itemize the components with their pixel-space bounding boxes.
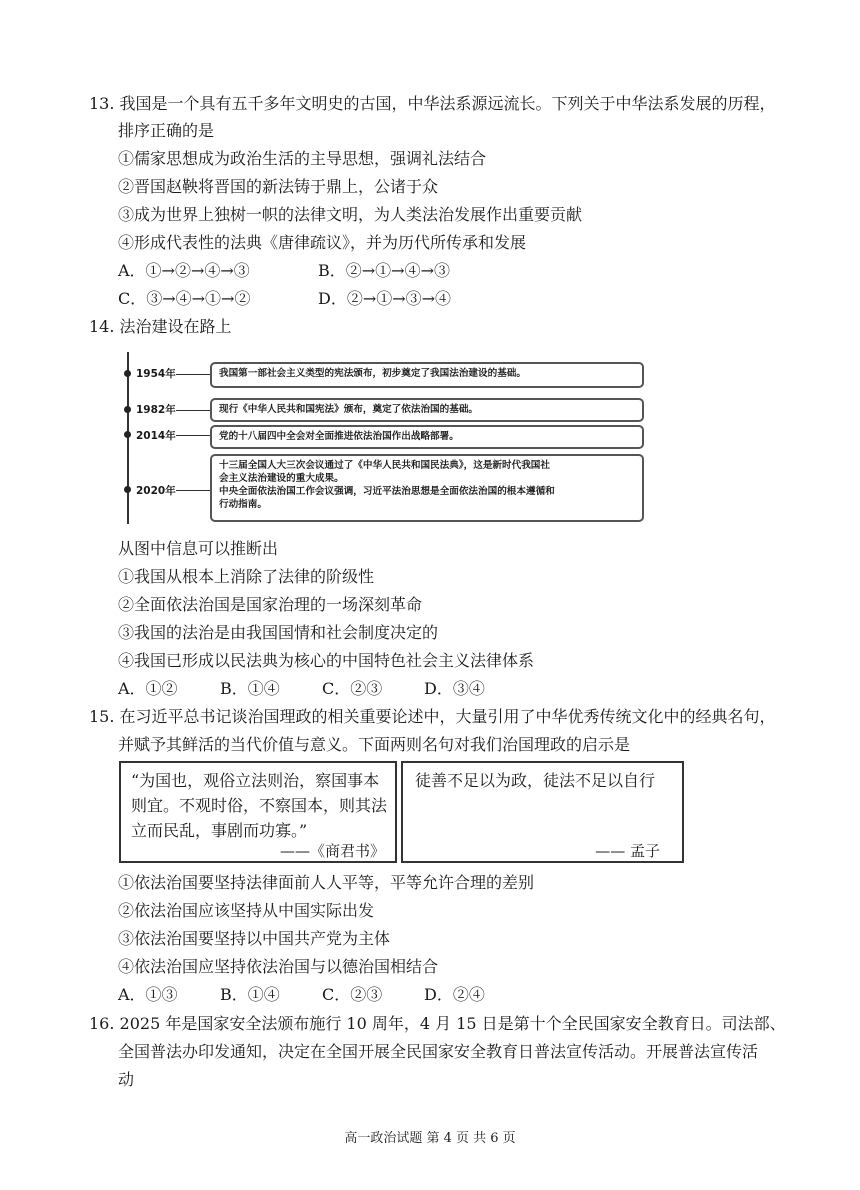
timeline-connector [176,410,210,411]
timeline-box-2020 [210,454,644,522]
timeline-box-1982 [210,398,644,422]
q15-item-4: ④依法治国应坚持依法治国与以德治国相结合 [118,957,439,976]
q13-item-2: ②晋国赵鞅将晋国的新法铸于鼎上，公诸于众 [118,177,439,196]
timeline-text-2020-line4: 行动指南。 [219,499,267,510]
q14-option-d: D．③④ [424,679,485,698]
timeline-axis [127,352,129,524]
timeline-text-2014: 党的十八届四中全会对全面推进依法治国作出战略部署。 [219,431,459,442]
q15-item-3: ③依法治国要坚持以中国共产党为主体 [118,929,391,948]
timeline-connector [176,490,210,491]
q14-item-4: ④我国已形成以民法典为核心的中国特色社会主义法律体系 [118,651,535,670]
timeline-text-1982: 现行《中华人民共和国宪法》颁布，奠定了依法治国的基础。 [219,404,479,415]
q13-stem-line1: 13. 我国是一个具有五千多年文明史的古国，中华法系源远流长。下列关于中华法系发展的历程， [89,94,776,113]
q15-option-a: A．①③ [118,985,178,1004]
q14-lead: 从图中信息可以推断出 [118,539,279,558]
q13-item-4: ④形成代表性的法典《唐律疏议》，并为历代所传承和发展 [118,233,527,252]
q14-option-b: B．①④ [220,679,280,698]
timeline-text-2020-line1: 十三届全国人大三次会议通过了《中华人民共和国民法典》，这是新时代我国社 [219,460,550,471]
q15-item-2: ②依法治国应该坚持从中国实际出发 [118,901,375,920]
q16-stem-line3: 动 [118,1070,135,1089]
q13-stem-line2: 排序正确的是 [118,121,215,140]
timeline-figure [118,352,650,524]
page-footer: 高一政治试题 第 4 页 共 6 页 [344,1131,516,1146]
q14-item-3: ③我国的法治是由我国国情和社会制度决定的 [118,623,439,642]
timeline-text-2020-line3: 中央全面依法治国工作会议强调，习近平法治思想是全面依法治国的根本遵循和 [219,486,555,497]
q13-option-a: A．①→②→④→③ [118,261,250,280]
timeline-text-2020-line2: 会主义法治建设的重大成果。 [219,473,344,484]
q13-option-c: C．③→④→①→② [118,289,251,308]
q14-item-2: ②全面依法治国是国家治理的一场深刻革命 [118,595,423,614]
timeline-year-1982: 1982年 [136,404,176,416]
q15-option-c: C．②③ [322,985,383,1004]
quote-line: “为国也，观俗立法则治，察国事本 [131,771,380,790]
quote-box-shangjunshu [119,761,397,863]
timeline-connector [176,374,210,375]
q15-option-d: D．②④ [424,985,485,1004]
q13-item-1: ①儒家思想成为政治生活的主导思想，强调礼法结合 [118,149,487,168]
q14-option-c: C．②③ [322,679,383,698]
q13-option-b: B．②→①→④→③ [318,261,450,280]
q14-item-1: ①我国从根本上消除了法律的阶级性 [118,567,375,586]
timeline-text-1954: 我国第一部社会主义类型的宪法颁布，初步奠定了我国法治建设的基础。 [219,368,526,379]
timeline-connector [176,435,210,436]
timeline-box-1954 [210,362,644,388]
q13-item-3: ③成为世界上独树一帜的法律文明，为人类法治发展作出重要贡献 [118,205,583,224]
timeline-box-2014 [210,425,644,449]
q16-stem-line2: 全国普法办印发通知，决定在全国开展全民国家安全教育日普法宣传活动。开展普法宣传活 [118,1042,759,1061]
q15-stem-line1: 15. 在习近平总书记谈治国理政的相关重要论述中，大量引用了中华优秀传统文化中的经典名句， [89,707,776,726]
quote-box-mencius [401,761,684,863]
timeline-dot-1954 [124,370,131,377]
q15-item-1: ①依法治国要坚持法律面前人人平等，平等允许合理的差别 [118,873,535,892]
timeline-dot-2014 [124,431,131,438]
quote-line: 立而民乱，事剧而功寡。” [131,821,308,840]
q14-stem: 14. 法治建设在路上 [89,317,232,336]
q14-option-a: A．①② [118,679,178,698]
timeline-year-2020: 2020年 [136,485,176,497]
timeline-dot-1982 [124,406,131,413]
q13-option-d: D．②→①→③→④ [318,289,452,308]
q16-stem-line1: 16. 2025 年是国家安全法颁布施行 10 周年，4 月 15 日是第十个全民国家安全教育日。司法部、 [89,1014,786,1033]
quote-line: 则宜。不观时俗，不察国本，则其法 [131,796,388,815]
quote-source: —— 孟子 [595,842,660,860]
quote-line: 徒善不足以为政，徒法不足以自行 [415,771,656,790]
timeline-year-1954: 1954年 [136,368,176,380]
q15-stem-line2: 并赋予其鲜活的当代价值与意义。下面两则名句对我们治国理政的启示是 [118,735,631,754]
timeline-year-2014: 2014年 [136,430,176,442]
q15-option-b: B．①④ [220,985,280,1004]
quote-source: ——《商君书》 [279,842,385,860]
timeline-dot-2020 [124,486,131,493]
